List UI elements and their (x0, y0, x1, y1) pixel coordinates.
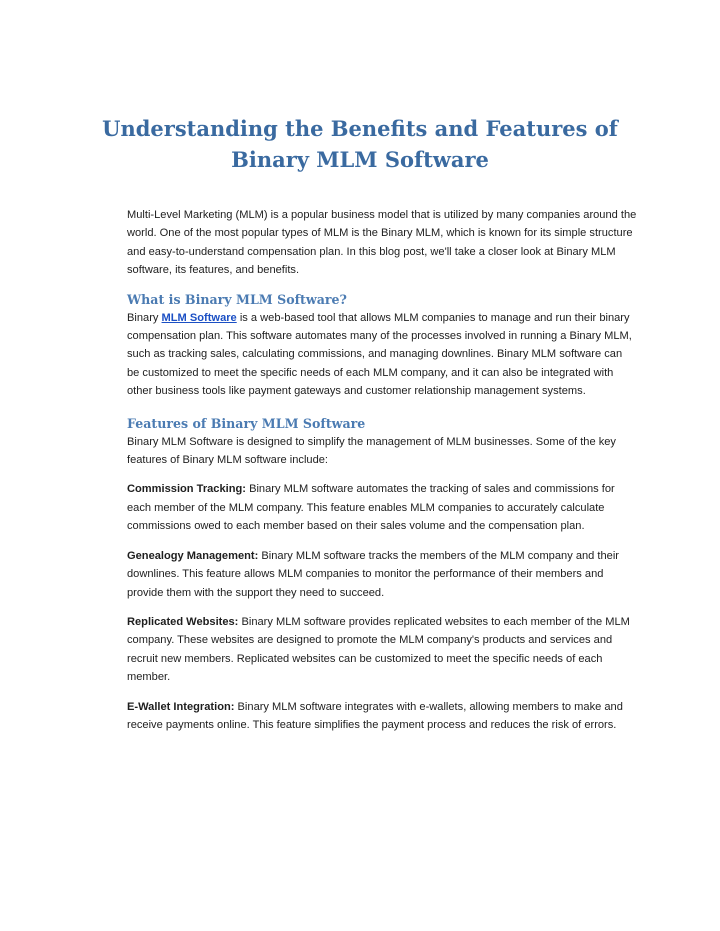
section-heading-features: Features of Binary MLM Software (127, 415, 366, 431)
section-heading-what: What is Binary MLM Software? (127, 291, 347, 307)
what-text-before-link: Binary (127, 311, 162, 324)
what-paragraph (127, 309, 637, 401)
feature-text: Binary MLM software integrates with e-wallets, allowing members to make and receive payments online. This feature simplifies the payment process and reduces the risk of errors. (127, 700, 623, 731)
feature-term: Commission Tracking: (127, 483, 246, 496)
intro-paragraph: Multi-Level Marketing (MLM) is a popular business model that is utilized by many companies around the world. One of the most popular types of MLM is the Binary MLM, which is known for its simple structure and easy-to-understand compensation plan. In this blog post, we'll take a closer look at Binary MLM software, its features, and benefits. (127, 209, 637, 277)
page-title: Understanding the Benefits and Features of Binary MLM Software (102, 116, 618, 172)
feature-term: Genealogy Management: (127, 549, 259, 562)
feature-text: Binary MLM software provides replicated websites to each member of the MLM company. These websites are designed to promote the MLM company's products and services and recruit new members. Replicated websites can be customized to meet the specific needs of each member. (127, 615, 630, 684)
what-text-after-link: is a web-based tool that allows MLM companies to manage and run their binary compensation plan. This software automates many of the processes involved in running a Binary MLM, such as tracking sales, calculating commissions, and managing downlines. Binary MLM software can be customized to meet the specific needs of each MLM company, and it can also be integrated with other business tools like payment gateways and customer relationship management systems. (127, 311, 632, 398)
features-intro-paragraph: Binary MLM Software is designed to simplify the management of MLM businesses. Some of the key features of Binary MLM software include: (127, 435, 616, 467)
feature-text: Binary MLM software automates the tracking of sales and commissions for each member of the MLM company. This feature enables MLM companies to accurately calculate commissions owed to each member based on their sales volume and the compensation plan. (127, 483, 615, 533)
feature-item-commission-tracking (127, 480, 637, 535)
feature-term: E-Wallet Integration: (127, 700, 235, 713)
feature-item-ewallet-integration (127, 698, 637, 735)
document-body (127, 206, 637, 734)
feature-item-replicated-websites (127, 613, 637, 687)
feature-item-genealogy-management (127, 547, 637, 602)
feature-text: Binary MLM software tracks the members of the MLM company and their downlines. This feature allows MLM companies to monitor the performance of their members and provide them with the support they need to succeed. (127, 549, 619, 599)
feature-term: Replicated Websites: (127, 615, 239, 628)
mlm-software-link[interactable]: MLM Software (161, 311, 237, 324)
